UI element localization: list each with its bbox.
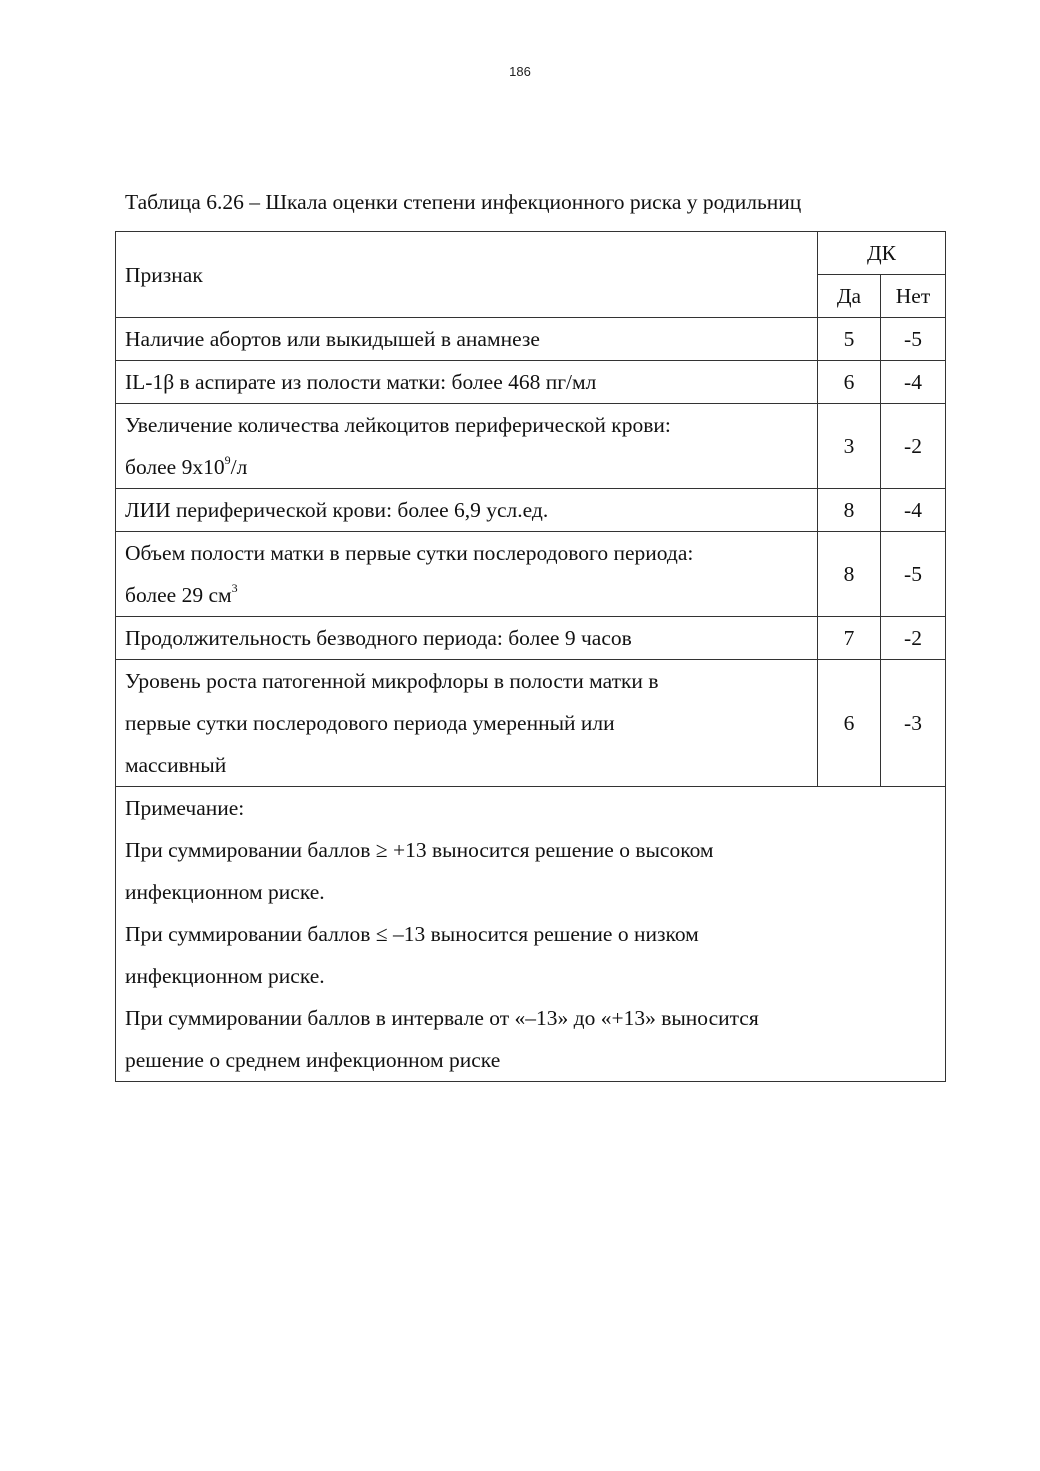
table-row: [116, 489, 946, 532]
row-no-score: -5: [881, 532, 946, 617]
table-caption: Таблица 6.26 – Шкала оценки степени инфекционного риска у родильниц: [125, 190, 802, 214]
row-feature: Продолжительность безводного периода: более 9 часов: [116, 617, 818, 660]
row-feature-line: Увеличение количества лейкоцитов периферической крови:: [125, 413, 671, 437]
row-yes-score: 8: [818, 489, 881, 532]
header-yes: Да: [818, 275, 881, 318]
superscript: 9: [224, 452, 231, 467]
row-yes-score: 6: [818, 361, 881, 404]
note-line: решение о среднем инфекционном риске: [125, 1048, 501, 1072]
table-row: [116, 318, 946, 361]
table-row: [116, 404, 946, 489]
row-yes-score: 6: [818, 660, 881, 787]
row-no-score: -2: [881, 404, 946, 489]
table-row: [116, 617, 946, 660]
note-line: При суммировании баллов ≤ –13 выносится решение о низком: [125, 922, 699, 946]
note-line: При суммировании баллов ≥ +13 выносится решение о высоком: [125, 838, 714, 862]
row-feature: IL-1β в аспирате из полости матки: более 468 пг/мл: [116, 361, 818, 404]
header-feature: Признак: [116, 232, 818, 318]
note-row: [116, 787, 946, 1082]
row-feature: ЛИИ периферической крови: более 6,9 усл.ед.: [116, 489, 818, 532]
risk-score-table: [115, 231, 946, 1082]
row-yes-score: 5: [818, 318, 881, 361]
row-no-score: -3: [881, 660, 946, 787]
feature-text: более 29 см: [125, 583, 232, 607]
superscript: 3: [231, 580, 238, 595]
row-no-score: -4: [881, 361, 946, 404]
row-yes-score: 3: [818, 404, 881, 489]
header-dk: ДК: [818, 232, 946, 275]
row-yes-score: 7: [818, 617, 881, 660]
row-feature: [116, 660, 818, 787]
row-feature-line: [125, 574, 808, 616]
row-feature: [116, 404, 818, 489]
note-title: Примечание:: [125, 796, 245, 820]
table-note: [116, 787, 946, 1082]
row-feature-line: первые сутки послеродового периода умеренный или: [125, 711, 615, 735]
table-row: [116, 532, 946, 617]
note-line: инфекционном риске.: [125, 880, 325, 904]
header-no: Нет: [881, 275, 946, 318]
feature-text: /л: [230, 455, 248, 479]
note-line: При суммировании баллов в интервале от «–13» до «+13» выносится: [125, 1006, 759, 1030]
row-feature: Наличие абортов или выкидышей в анамнезе: [116, 318, 818, 361]
table-header-row: [116, 232, 946, 275]
table-row: [116, 361, 946, 404]
page-number: 186: [509, 64, 531, 79]
feature-text: более 9х10: [125, 455, 225, 479]
row-feature-line: Объем полости матки в первые сутки послеродового периода:: [125, 541, 694, 565]
row-feature-line: [125, 446, 808, 488]
row-no-score: -4: [881, 489, 946, 532]
row-yes-score: 8: [818, 532, 881, 617]
row-feature: [116, 532, 818, 617]
table-row: [116, 660, 946, 787]
row-feature-line: Уровень роста патогенной микрофлоры в полости матки в: [125, 669, 659, 693]
row-feature-line: массивный: [125, 753, 227, 777]
note-line: инфекционном риске.: [125, 964, 325, 988]
row-no-score: -5: [881, 318, 946, 361]
row-no-score: -2: [881, 617, 946, 660]
